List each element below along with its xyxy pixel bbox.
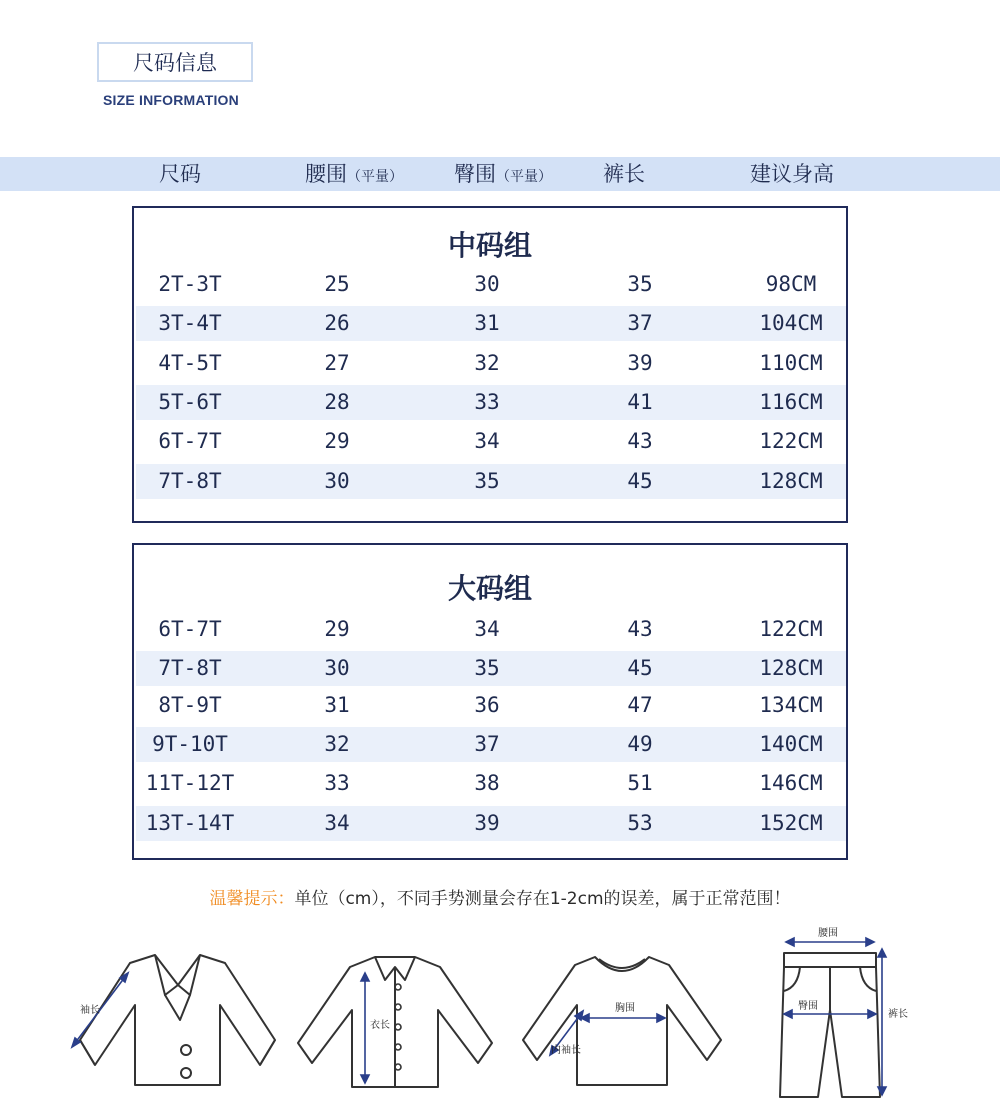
cell-length: 43 [627,429,653,453]
cell-hip: 31 [474,311,500,335]
cell-waist: 25 [324,272,350,296]
section-title-box [97,42,253,82]
sweater-inner-sleeve-label: 内袖长 [551,1045,581,1056]
header-hip-note: （平量） [496,169,552,185]
sweater-diagram [515,925,735,1095]
table-row [136,464,846,499]
header-length: 裤长 [603,162,645,186]
cell-waist: 30 [324,656,350,680]
table-row [136,346,846,381]
cell-size: 9T-10T [152,732,228,756]
cell-size: 13T-14T [145,811,235,835]
cell-hip: 36 [474,693,500,717]
cell-hip: 35 [474,656,500,680]
cell-height: 104CM [759,311,823,335]
cell-hip: 34 [474,617,500,641]
cell-length: 49 [627,732,653,756]
cell-length: 53 [627,811,653,835]
cell-waist: 30 [324,469,350,493]
cell-waist: 27 [324,351,350,375]
cell-height: 128CM [759,656,823,680]
cell-length: 45 [627,656,653,680]
section-subtitle: SIZE INFORMATION [103,92,239,108]
table-title: 大码组 [447,572,532,605]
cell-size: 4T-5T [158,351,222,375]
cell-length: 47 [627,693,653,717]
cell-height: 146CM [759,771,823,795]
cell-waist: 34 [324,811,350,835]
section-title: 尺码信息 [133,51,217,75]
cell-hip: 30 [474,272,500,296]
table-row [136,766,846,801]
cell-waist: 29 [324,429,350,453]
cell-size: 6T-7T [158,429,222,453]
header-waist-label: 腰围 [305,162,347,186]
table-row [136,424,846,459]
cell-height: 122CM [759,617,823,641]
cell-length: 37 [627,311,653,335]
cell-height: 116CM [759,390,823,414]
pants-waist-label: 腰围 [818,928,838,939]
cell-waist: 29 [324,617,350,641]
cell-height: 98CM [765,272,817,296]
pants-length-label: 裤长 [888,1009,908,1020]
cell-hip: 35 [474,469,500,493]
cell-length: 39 [627,351,653,375]
sweater-chest-label: 胸围 [615,1003,635,1014]
cell-waist: 28 [324,390,350,414]
cell-size: 6T-7T [158,617,222,641]
header-hip [454,157,552,191]
measurement-tip [0,884,1000,909]
cell-height: 152CM [759,811,823,835]
tip-label: 温馨提示： [209,889,295,909]
table-row [136,385,846,420]
cell-size: 5T-6T [158,390,222,414]
cell-height: 140CM [759,732,823,756]
table-row [136,806,846,841]
table-row [136,727,846,762]
column-header-band [0,157,1000,191]
cell-length: 41 [627,390,653,414]
cell-hip: 39 [474,811,500,835]
cell-size: 2T-3T [158,272,222,296]
cell-size: 3T-4T [158,311,222,335]
coat-diagram [60,925,290,1095]
cell-waist: 26 [324,311,350,335]
cell-waist: 32 [324,732,350,756]
header-waist [305,157,403,191]
table-title: 中码组 [447,229,532,262]
cell-waist: 31 [324,693,350,717]
shirt-diagram [290,925,505,1095]
cell-hip: 34 [474,429,500,453]
cell-height: 110CM [759,351,823,375]
cell-height: 128CM [759,469,823,493]
cell-length: 51 [627,771,653,795]
cell-length: 43 [627,617,653,641]
cell-length: 35 [627,272,653,296]
cell-size: 7T-8T [158,656,222,680]
cell-length: 45 [627,469,653,493]
cell-hip: 32 [474,351,500,375]
coat-sleeve-label: 袖长 [80,1005,100,1016]
header-hip-label: 臀围 [454,162,496,186]
size-table-medium [132,206,848,523]
cell-hip: 37 [474,732,500,756]
pants-diagram [770,925,920,1105]
table-row [136,612,846,647]
cell-height: 122CM [759,429,823,453]
cell-size: 11T-12T [145,771,235,795]
tip-text: 单位（cm），不同手势测量会存在1-2cm的误差，属于正常范围！ [294,889,791,909]
header-size: 尺码 [159,162,201,186]
table-row [136,267,846,302]
size-table-large [132,543,848,860]
header-waist-note: （平量） [347,169,403,185]
cell-height: 134CM [759,693,823,717]
pants-hip-label: 臀围 [798,1001,818,1012]
table-row [136,651,846,686]
cell-hip: 33 [474,390,500,414]
shirt-length-label: 衣长 [370,1020,390,1031]
cell-hip: 38 [474,771,500,795]
cell-waist: 33 [324,771,350,795]
table-row [136,688,846,723]
cell-size: 8T-9T [158,693,222,717]
cell-size: 7T-8T [158,469,222,493]
table-row [136,306,846,341]
header-height: 建议身高 [750,162,834,186]
